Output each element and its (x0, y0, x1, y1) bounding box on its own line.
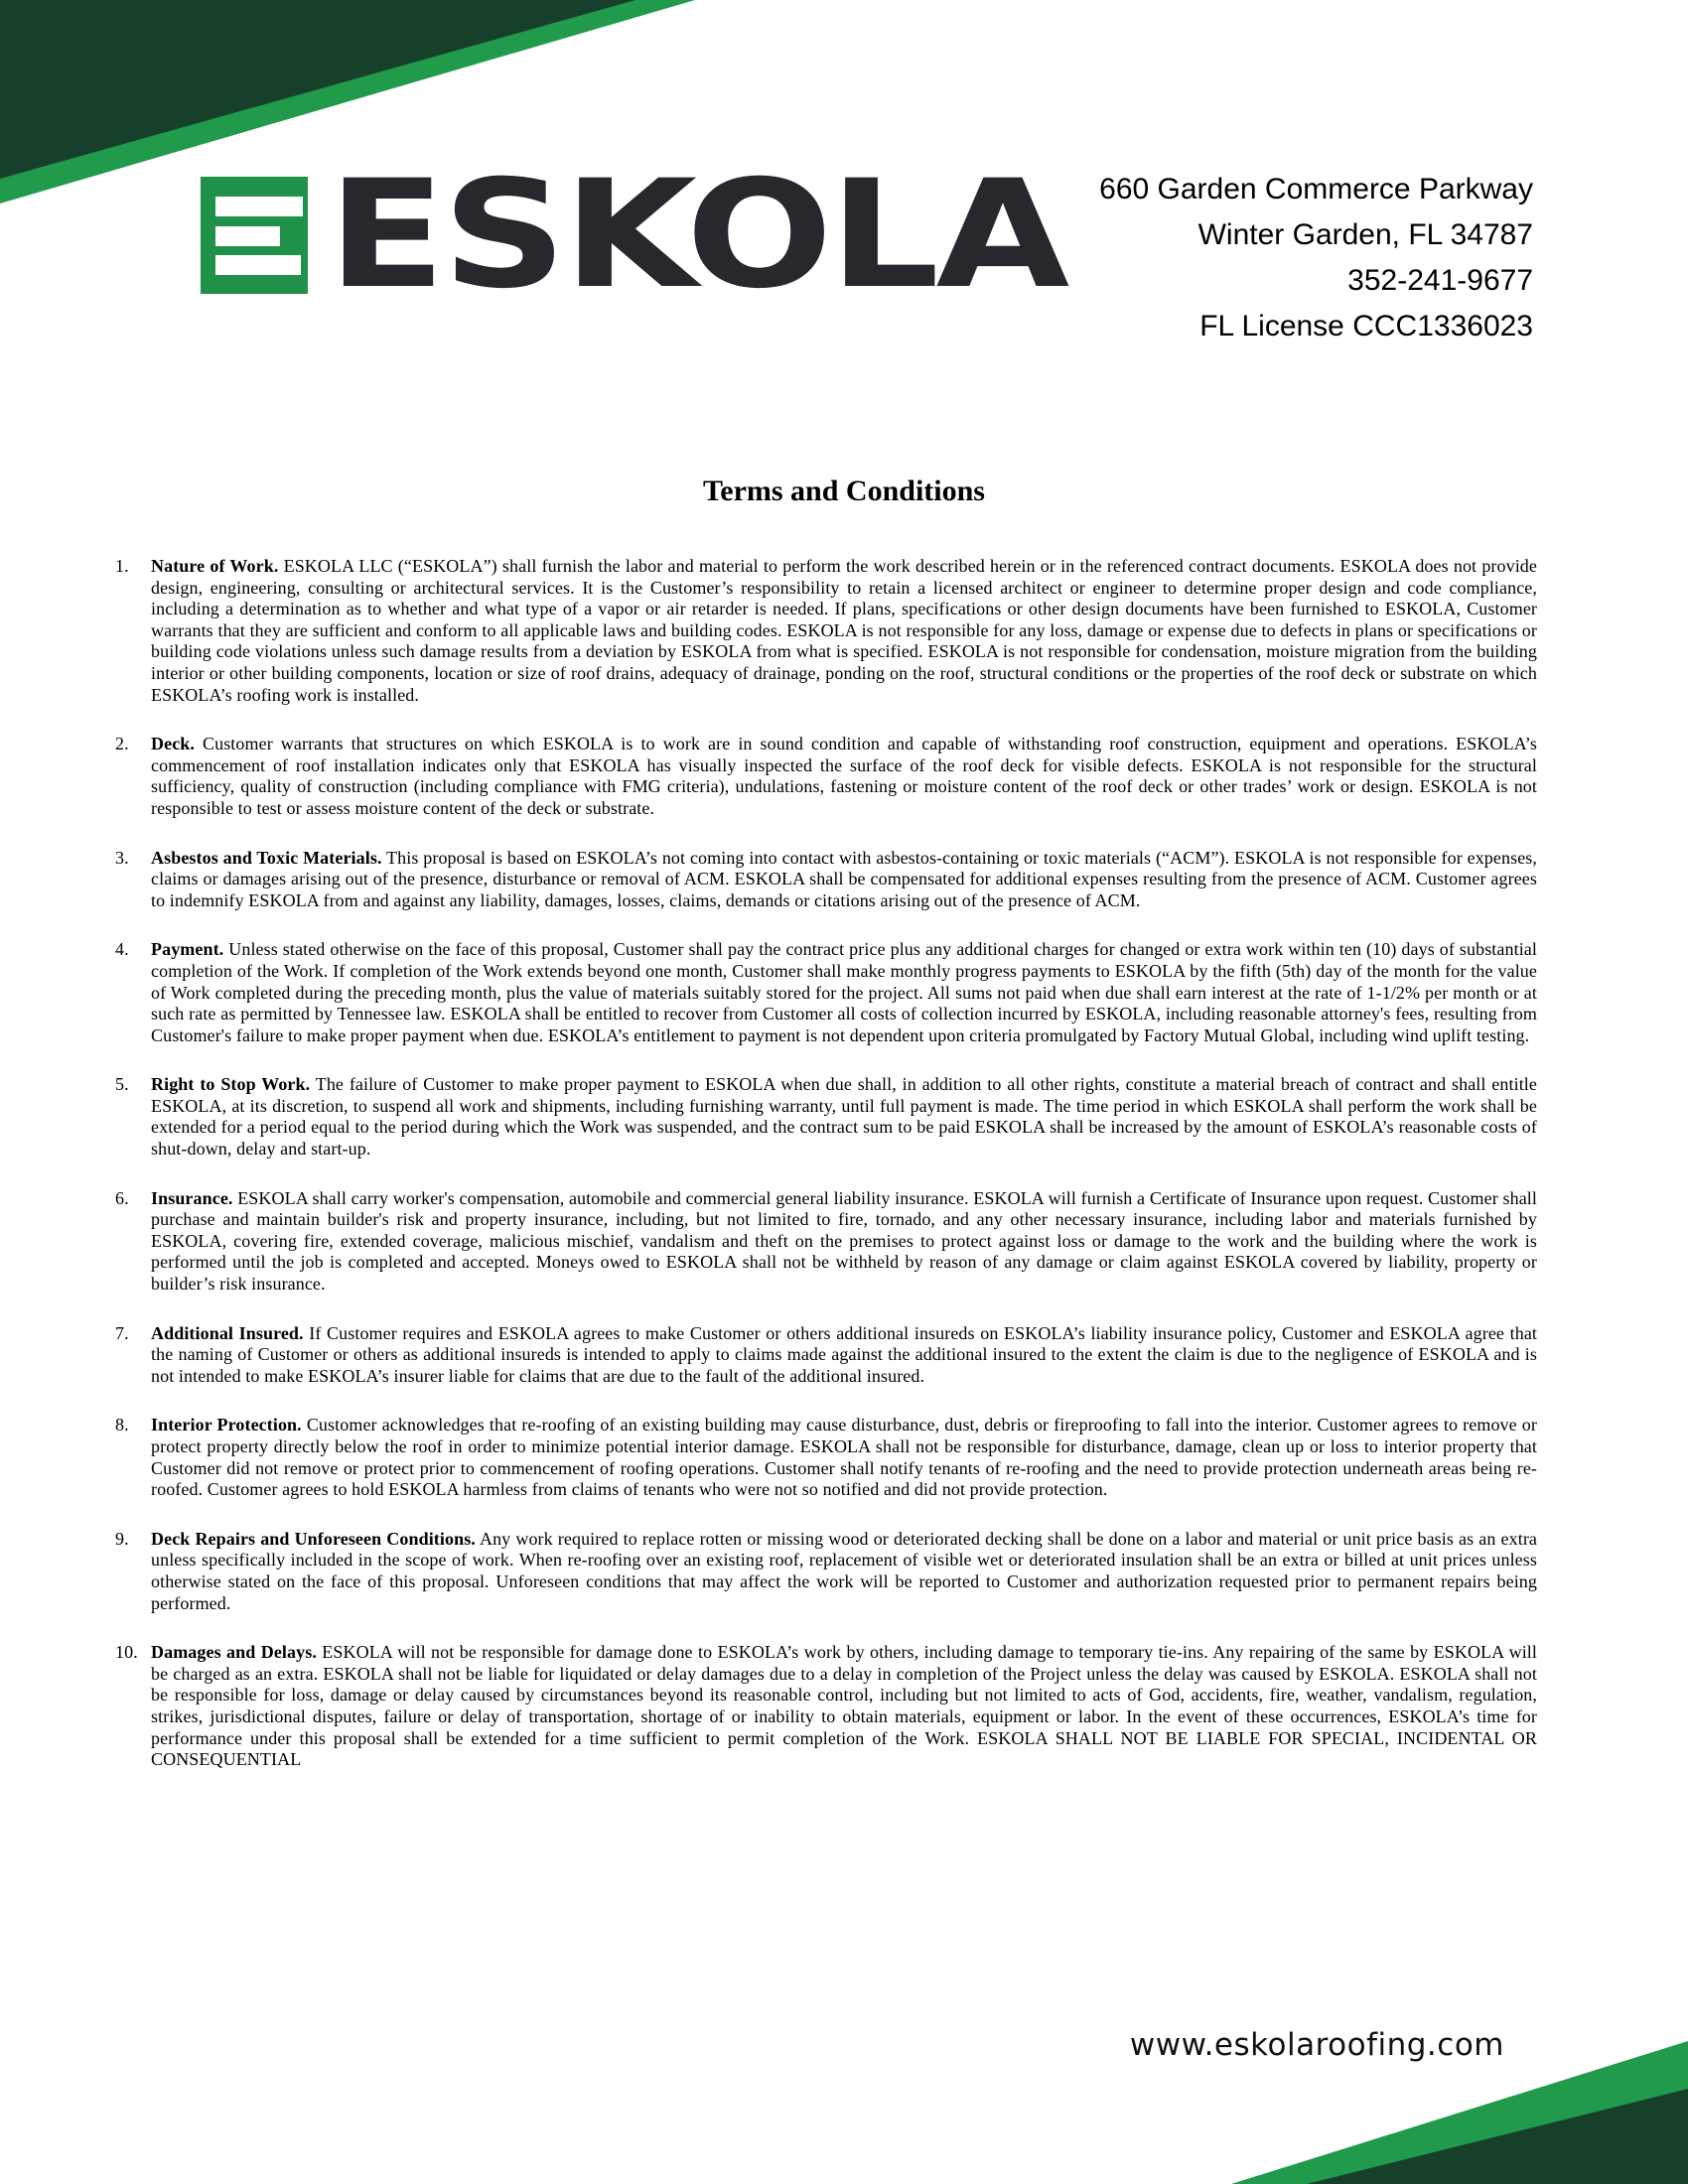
section-body: Customer warrants that structures on which ESKOLA is to work are in sound condition and capable of withstanding roof construction, equipment and operations. ESKOLA’s commencement of roof installation indicates only that ESKOLA has visually inspected the surface of the roof deck for visible defects. ESKOLA is not responsible for the structural sufficiency, quality of construction (including compliance with FMG criteria), undulations, fastening or moisture content of the roof deck or other trades’ work or design. ESKOLA is not responsible to test or assess moisture content of the deck or substrate. (151, 734, 1537, 818)
logo-bar-middle (215, 226, 280, 246)
contact-phone: 352-241-9677 (1347, 264, 1533, 297)
website-url: www.eskolaroofing.com (1129, 2027, 1504, 2063)
section-body: Any work required to replace rotten or missing wood or deteriorated decking shall be done on a labor and material or unit price basis as an extra unless specifically included in the scope of work. When re-roofing over an existing roof, replacement of visible wet or deteriorated insulation shall be an extra or billed at unit prices unless otherwise stated on the face of this proposal. Unforeseen conditions that may affect the work will be reported to Customer and authorization requested prior to permanent repairs being performed. (151, 1528, 1537, 1613)
terms-section (115, 734, 1537, 819)
terms-section (115, 1187, 1537, 1296)
section-number: 3. (115, 847, 129, 868)
section-heading: Asbestos and Toxic Materials. (151, 847, 382, 868)
section-number: 9. (115, 1528, 129, 1549)
section-number: 4. (115, 939, 129, 960)
section-number: 7. (115, 1322, 129, 1343)
section-number: 10. (115, 1642, 138, 1663)
section-number: 6. (115, 1187, 129, 1208)
section-heading: Insurance. (151, 1187, 233, 1208)
section-number: 2. (115, 734, 129, 754)
terms-section (115, 1642, 1538, 1771)
contact-address-line1: 660 Garden Commerce Parkway (1099, 173, 1533, 205)
section-body: ESKOLA will not be responsible for damage done to ESKOLA’s work by others, including damage to temporary tie-ins. Any repairing of the same by ESKOLA will be charged as an extra. ESKOLA shall not be liable for liquidated or delay damages due to a delay in completion of the Project unless the delay was caused by ESKOLA. ESKOLA shall not be responsible for loss, damage or delay caused by circumstances beyond its reasonable control, including but not limited to acts of God, accidents, fire, weather, vandalism, regulation, strikes, jurisdictional disputes, failure or delay of transportation, shortage of or inability to obtain materials, equipment or labor. In the event of these occurrences, ESKOLA’s time for performance under this proposal shall be extended for a time sufficient to permit completion of the Work. ESKOLA SHALL NOT BE LIABLE FOR SPECIAL, INCIDENTAL OR CONSEQUENTIAL (151, 1642, 1538, 1770)
terms-section (115, 847, 1537, 912)
section-body: ESKOLA LLC (“ESKOLA”) shall furnish the labor and material to perform the work described herein or in the referenced contract documents. ESKOLA does not provide design, engineering, consulting or architectural services. It is the Customer’s responsibility to retain a licensed architect or engineer to determine proper design and code compliance, including a determination as to whether and what type of a vapor or air retarder is needed. If plans, specifications or other design documents have been furnished to ESKOLA, Customer warrants that they are sufficient and conform to all applicable laws and building codes. ESKOLA is not responsible for any loss, damage or expense due to defects in plans or specifications or building code violations unless such damage results from a deviation by ESKOLA from what is specified. ESKOLA is not responsible for condensation, moisture migration from the building interior or other building components, location or size of roof drains, adequacy of drainage, ponding on the roof, structural conditions or the properties of the roof deck or substrate on which ESKOLA’s roofing work is installed. (151, 556, 1537, 705)
terms-list (115, 556, 1538, 1799)
terms-section (115, 1415, 1538, 1500)
section-body: Customer acknowledges that re-roofing of an existing building may cause disturbance, dust, debris or fireproofing to fall into the interior. Customer agrees to remove or protect property directly below the roof in order to minimize potential interior damage. ESKOLA shall not be responsible for disturbance, damage, clean up or loss to interior property that Customer did not remove or protect prior to commencement of roofing operations. Customer shall notify tenants of re-roofing and the need to provide protection underneath areas being re-roofed. Customer agrees to hold ESKOLA harmless from claims of tenants who were not so notified and did not provide protection. (151, 1415, 1538, 1500)
terms-section (115, 1074, 1537, 1160)
section-heading: Interior Protection. (151, 1415, 302, 1435)
section-body: If Customer requires and ESKOLA agrees to make Customer or others additional insureds on ESKOLA’s liability insurance policy, Customer and ESKOLA agree that the naming of Customer or others as additional insureds is intended to apply to claims made against the additional insured to the extent the claim is due to the negligence of ESKOLA and is not intended to make ESKOLA’s insurer liable for claims that are due to the fault of the additional insured. (151, 1322, 1538, 1386)
terms-section (115, 939, 1537, 1046)
terms-section (115, 1528, 1537, 1614)
page-title: Terms and Conditions (703, 475, 985, 507)
section-heading: Payment. (151, 939, 224, 960)
eskola-mark-icon (201, 177, 308, 294)
section-body: This proposal is based on ESKOLA’s not coming into contact with asbestos-containing or toxic materials (“ACM”). ESKOLA is not responsible for expenses, claims or damages arising out of the presence, disturbance or removal of ACM. ESKOLA shall be compensated for additional expenses resulting from the presence of ACM. Customer agrees to indemnify ESKOLA from and against any liability, damages, losses, claims, demands or citations arising out of the presence of ACM. (151, 847, 1537, 910)
logo-bar-bottom (215, 255, 301, 275)
section-body: The failure of Customer to make proper payment to ESKOLA when due shall, in addition to all other rights, constitute a material breach of contract and shall entitle ESKOLA, at its discretion, to suspend all work and shipments, including furnishing warranty, until full payment is made. The time period in which ESKOLA shall perform the work shall be extended for a period equal to the period during which the Work was suspended, and the contract sum to be paid ESKOLA shall be increased by the amount of ESKOLA’s reasonable costs of shut-down, delay and start-up. (151, 1074, 1537, 1160)
section-heading: Damages and Delays. (151, 1642, 317, 1663)
section-number: 8. (115, 1415, 129, 1435)
section-heading: Right to Stop Work. (151, 1074, 311, 1095)
terms-section (115, 1322, 1538, 1388)
company-contact-block (1099, 167, 1533, 349)
section-heading: Nature of Work. (151, 556, 279, 576)
section-number: 1. (115, 556, 129, 576)
logo-bar-top (215, 197, 303, 216)
contact-address-line2: Winter Garden, FL 34787 (1197, 218, 1533, 251)
section-heading: Deck Repairs and Unforeseen Conditions. (151, 1528, 476, 1549)
section-body: ESKOLA shall carry worker's compensation, automobile and commercial general liability insurance. ESKOLA will furnish a Certificate of Insurance upon request. Customer shall purchase and maintain builder's risk and property insurance, including, but not limited to fire, tornado, and any other necessary insurance, including labor and materials furnished by ESKOLA, covering fire, extended coverage, malicious mischief, vandalism and theft on the premises to protect against loss or damage to the work and the building where the work is performed until the job is completed and accepted. Moneys owed to ESKOLA shall not be withheld by reason of any damage or claim against ESKOLA covered by liability, property or builder’s risk insurance. (151, 1187, 1537, 1295)
brand-wordmark: ESKOLA (328, 149, 1066, 322)
terms-section (115, 556, 1537, 706)
section-heading: Deck. (151, 734, 195, 754)
contact-license: FL License CCC1336023 (1199, 310, 1533, 342)
section-body: Unless stated otherwise on the face of this proposal, Customer shall pay the contract price plus any additional charges for changed or extra work within ten (10) days of substantial completion of the Work. If completion of the Work extends beyond one month, Customer shall make monthly progress payments to ESKOLA by the fifth (5th) day of the month for the value of Work completed during the preceding month, plus the value of materials suitably stored for the project. All sums not paid when due shall earn interest at the rate of 1-1/2% per month or at such rate as permitted by Tennessee law. ESKOLA shall be entitled to recover from Customer all costs of collection incurred by ESKOLA, including reasonable attorney's fees, resulting from Customer's failure to make proper payment when due. ESKOLA’s entitlement to payment is not dependent upon criteria promulgated by Factory Mutual Global, including wind uplift testing. (151, 939, 1537, 1045)
section-heading: Additional Insured. (151, 1322, 304, 1343)
section-number: 5. (115, 1074, 129, 1095)
